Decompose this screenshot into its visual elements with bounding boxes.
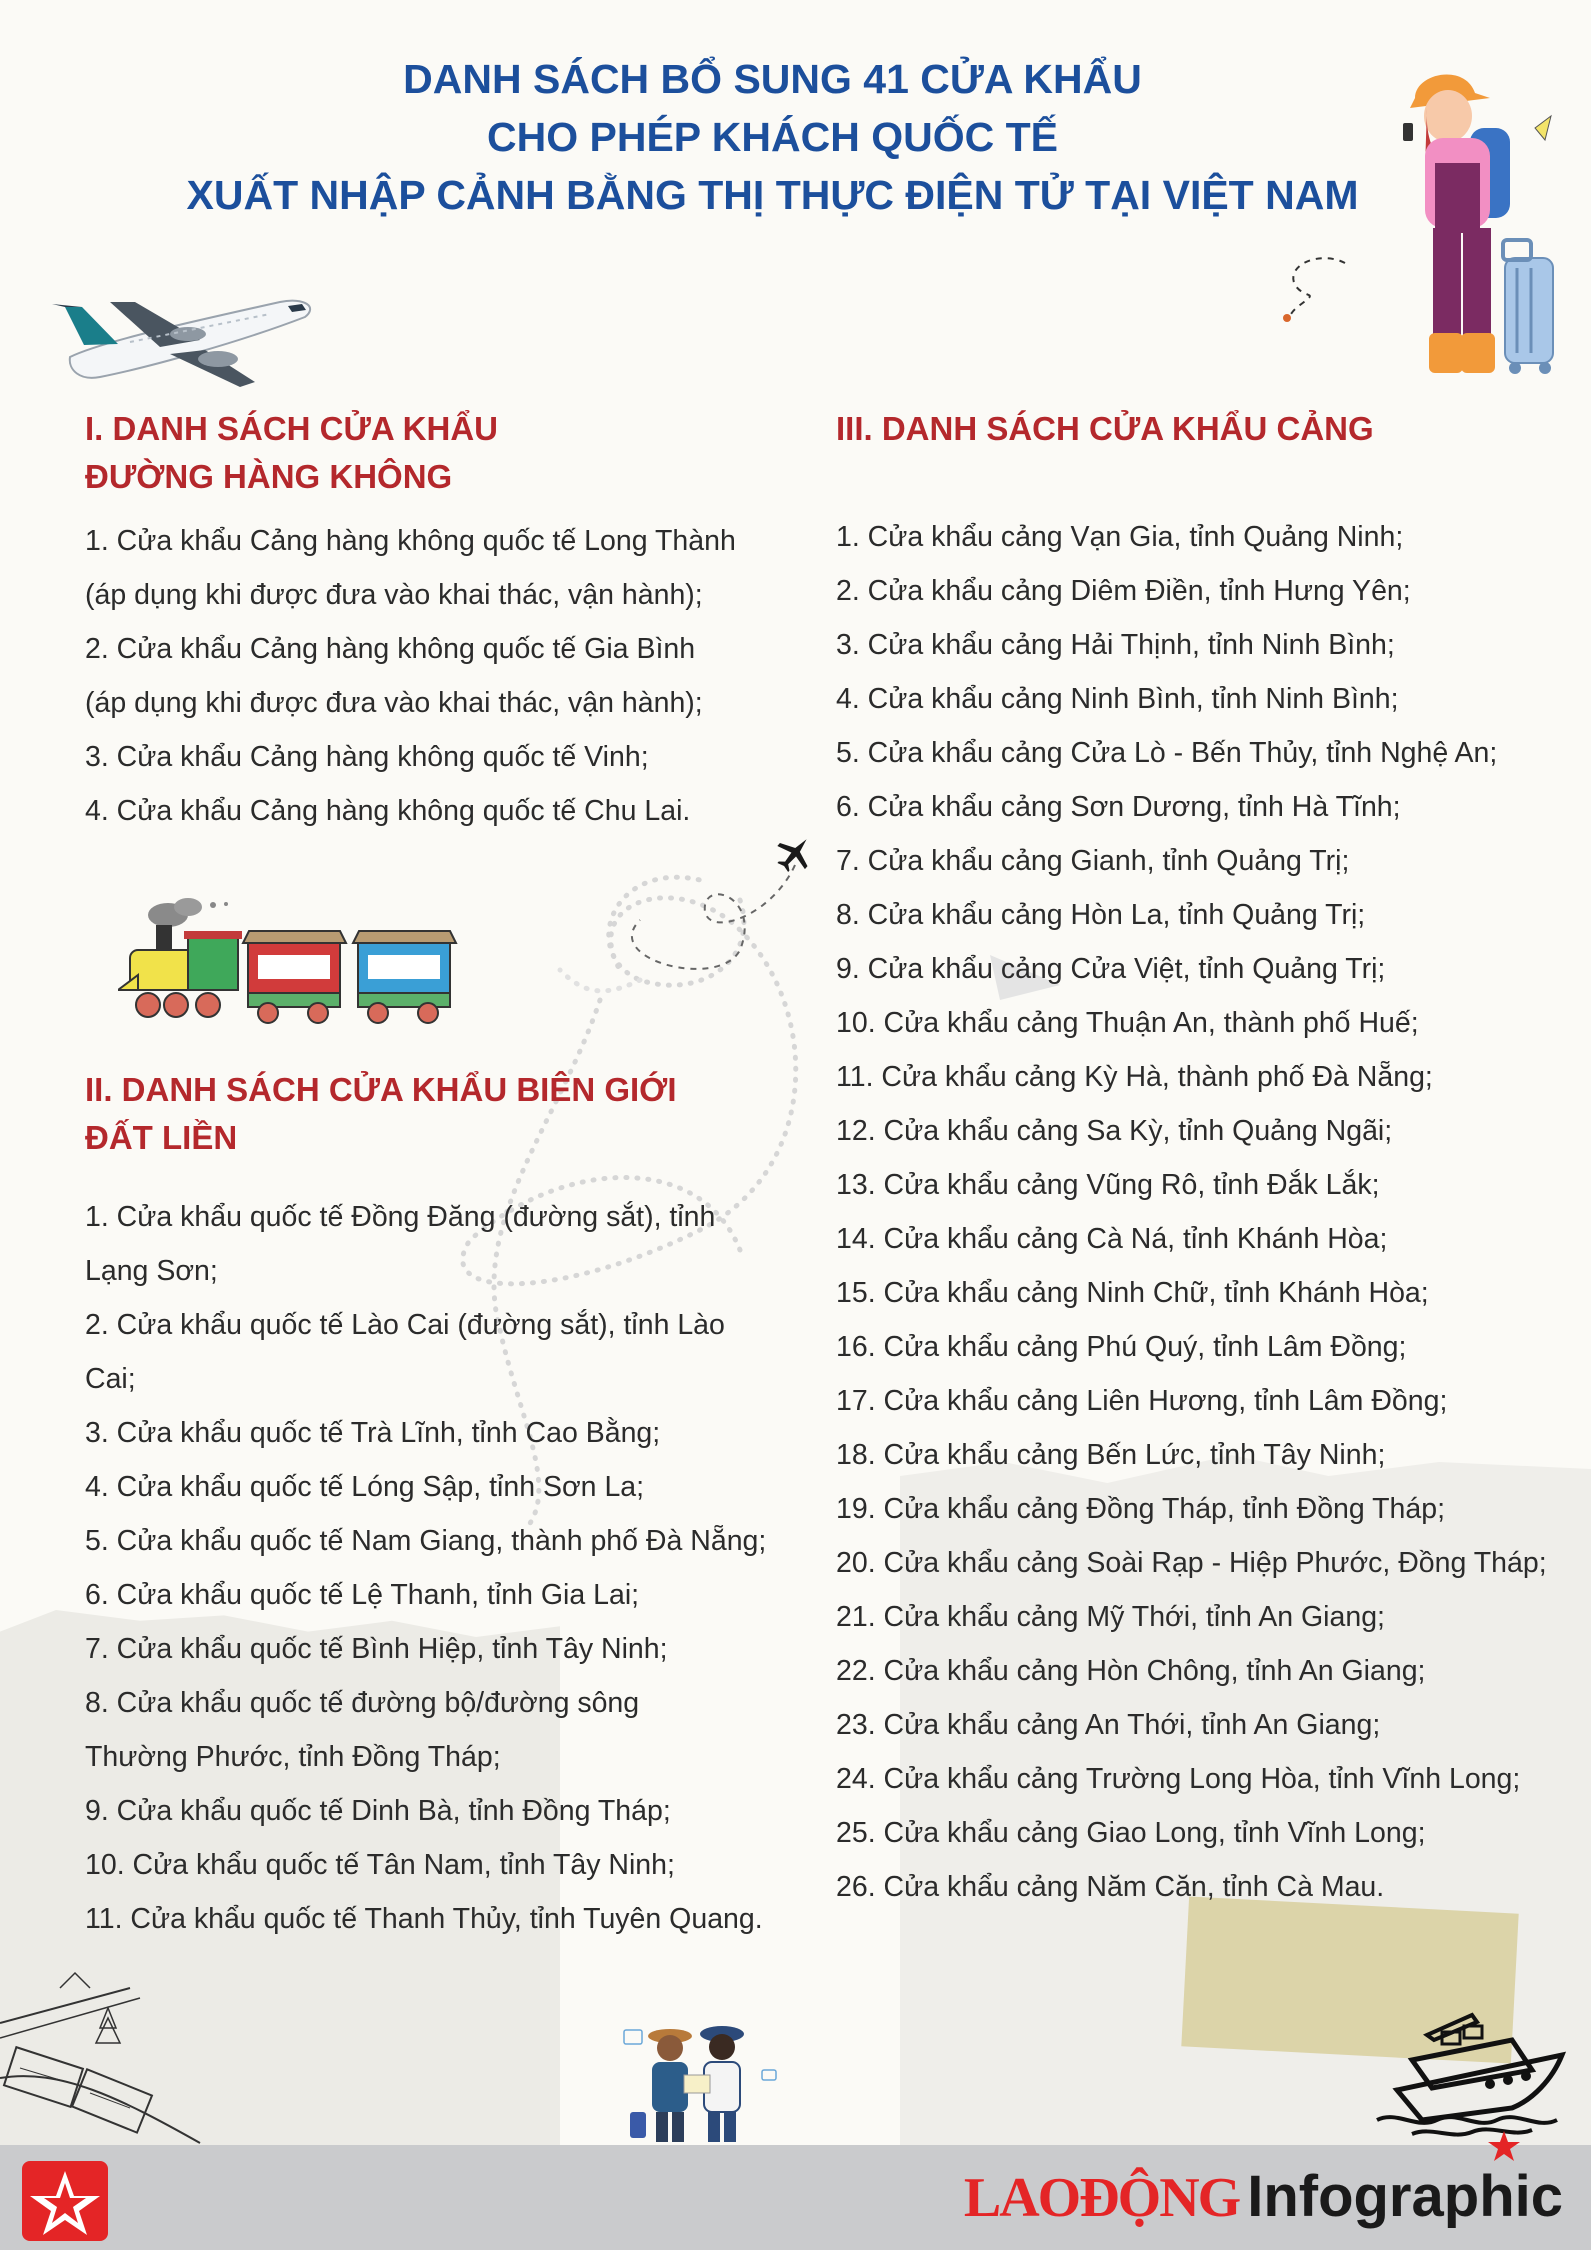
section-3-title: III. DANH SÁCH CỬA KHẨU CẢNG [836,410,1374,447]
star-icon [1487,2129,1521,2163]
list-item: Thường Phước, tỉnh Đồng Tháp; [85,1741,501,1773]
header-line-1: DANH SÁCH BỔ SUNG 41 CỬA KHẨU [403,56,1142,102]
section-1-list [85,514,736,838]
list-item: 4. Cửa khẩu quốc tế Lóng Sập, tỉnh Sơn La; [85,1471,645,1503]
list-item: 7. Cửa khẩu quốc tế Bình Hiệp, tỉnh Tây Ninh; [85,1633,668,1665]
section-2-title [85,1066,677,1162]
footer-bar [0,2145,1591,2250]
list-item: 11. Cửa khẩu quốc tế Thanh Thủy, tỉnh Tuyên Quang. [85,1903,763,1935]
list-item: 1. Cửa khẩu Cảng hàng không quốc tế Long Thành [85,525,736,557]
small-airplane-icon [775,833,815,873]
list-item: 1. Cửa khẩu quốc tế Đồng Đăng (đường sắt), tỉnh [85,1201,716,1233]
list-item: 6. Cửa khẩu cảng Sơn Dương, tỉnh Hà Tĩnh; [836,791,1401,823]
section-2-title-line-2: ĐẤT LIỀN [85,1119,238,1156]
list-item: 15. Cửa khẩu cảng Ninh Chữ, tỉnh Khánh Hòa; [836,1277,1429,1309]
list-item: 7. Cửa khẩu cảng Gianh, tỉnh Quảng Trị; [836,845,1350,877]
list-item: 4. Cửa khẩu Cảng hàng không quốc tế Chu Lai. [85,795,691,827]
list-item: 8. Cửa khẩu quốc tế đường bộ/đường sông [85,1687,640,1719]
traveller-illustration [1355,68,1560,393]
list-item: 5. Cửa khẩu quốc tế Nam Giang, thành phố Đà Nẵng; [85,1525,767,1557]
list-item: 23. Cửa khẩu cảng An Thới, tỉnh An Giang; [836,1709,1381,1741]
railway-sketch-illustration [0,1968,210,2148]
header-line-2: CHO PHÉP KHÁCH QUỐC TẾ [486,114,1059,160]
section-3-list [836,510,1547,1914]
list-item: 20. Cửa khẩu cảng Soài Rạp - Hiệp Phước, Đồng Tháp; [836,1547,1547,1579]
list-item: 5. Cửa khẩu cảng Cửa Lò - Bến Thủy, tỉnh Nghệ An; [836,737,1498,769]
list-item: 21. Cửa khẩu cảng Mỹ Thới, tỉnh An Giang; [836,1601,1385,1633]
list-item: 9. Cửa khẩu quốc tế Dinh Bà, tỉnh Đồng Tháp; [85,1795,671,1827]
list-item: 19. Cửa khẩu cảng Đồng Tháp, tỉnh Đồng Tháp; [836,1493,1446,1525]
list-item: 2. Cửa khẩu cảng Diêm Điền, tỉnh Hưng Yên; [836,575,1411,607]
list-item: 26. Cửa khẩu cảng Năm Căn, tỉnh Cà Mau. [836,1871,1385,1903]
section-1-title [85,405,498,501]
list-item: 6. Cửa khẩu quốc tế Lệ Thanh, tỉnh Gia Lai; [85,1579,640,1611]
list-item: 11. Cửa khẩu cảng Kỳ Hà, thành phố Đà Nẵng; [836,1061,1433,1093]
list-item: 24. Cửa khẩu cảng Trường Long Hòa, tỉnh Vĩnh Long; [836,1763,1521,1795]
list-item: Lạng Sơn; [85,1255,218,1287]
newspaper-logo-icon [22,2161,108,2241]
list-item: 2. Cửa khẩu Cảng hàng không quốc tế Gia Bình [85,633,696,665]
brand-suffix: Infographic [1247,2164,1563,2229]
list-item: 25. Cửa khẩu cảng Giao Long, tỉnh Vĩnh Long; [836,1817,1426,1849]
section-2-list [85,1190,766,1946]
list-item: 10. Cửa khẩu quốc tế Tân Nam, tỉnh Tây Ninh; [85,1849,675,1881]
list-item: 13. Cửa khẩu cảng Vũng Rô, tỉnh Đắk Lắk; [836,1169,1380,1201]
list-item: Cai; [85,1363,136,1395]
list-item: (áp dụng khi được đưa vào khai thác, vận hành); [85,579,703,611]
list-item: 4. Cửa khẩu cảng Ninh Bình, tỉnh Ninh Bình; [836,683,1399,715]
list-item: 17. Cửa khẩu cảng Liên Hương, tỉnh Lâm Đồng; [836,1385,1448,1417]
list-item: 2. Cửa khẩu quốc tế Lào Cai (đường sắt), tỉnh Lào [85,1309,725,1341]
page-header [0,50,1545,224]
list-item: 16. Cửa khẩu cảng Phú Quý, tỉnh Lâm Đồng; [836,1331,1407,1363]
header-line-3: XUẤT NHẬP CẢNH BẰNG THỊ THỰC ĐIỆN TỬ TẠI VIỆT NAM [186,172,1359,218]
brand-logo [964,2163,1563,2235]
airplane-icon [40,262,320,392]
list-item: (áp dụng khi được đưa vào khai thác, vận hành); [85,687,703,719]
list-item: 3. Cửa khẩu quốc tế Trà Lĩnh, tỉnh Cao Bằng; [85,1417,661,1449]
list-item: 22. Cửa khẩu cảng Hòn Chông, tỉnh An Giang; [836,1655,1426,1687]
list-item: 14. Cửa khẩu cảng Cà Ná, tỉnh Khánh Hòa; [836,1223,1388,1255]
ship-icon [1372,2010,1587,2140]
list-item: 3. Cửa khẩu cảng Hải Thịnh, tỉnh Ninh Bình; [836,629,1395,661]
list-item: 18. Cửa khẩu cảng Bến Lức, tỉnh Tây Ninh; [836,1439,1386,1471]
list-item: 10. Cửa khẩu cảng Thuận An, thành phố Huế; [836,1007,1419,1039]
list-item: 12. Cửa khẩu cảng Sa Kỳ, tỉnh Quảng Ngãi; [836,1115,1393,1147]
section-2-title-line-1: II. DANH SÁCH CỬA KHẨU BIÊN GIỚI [85,1071,677,1108]
list-item: 3. Cửa khẩu Cảng hàng không quốc tế Vinh; [85,741,649,773]
list-item: 8. Cửa khẩu cảng Hòn La, tỉnh Quảng Trị; [836,899,1366,931]
train-illustration [118,895,468,1030]
section-1-title-line-1: I. DANH SÁCH CỬA KHẨU [85,410,498,447]
section-1-title-line-2: ĐƯỜNG HÀNG KHÔNG [85,458,453,495]
list-item: 9. Cửa khẩu cảng Cửa Việt, tỉnh Quảng Trị; [836,953,1386,985]
brand-name: LAOĐỘNG [963,2167,1240,2229]
travellers-illustration [612,2020,782,2145]
list-item: 1. Cửa khẩu cảng Vạn Gia, tỉnh Quảng Ninh; [836,521,1404,553]
